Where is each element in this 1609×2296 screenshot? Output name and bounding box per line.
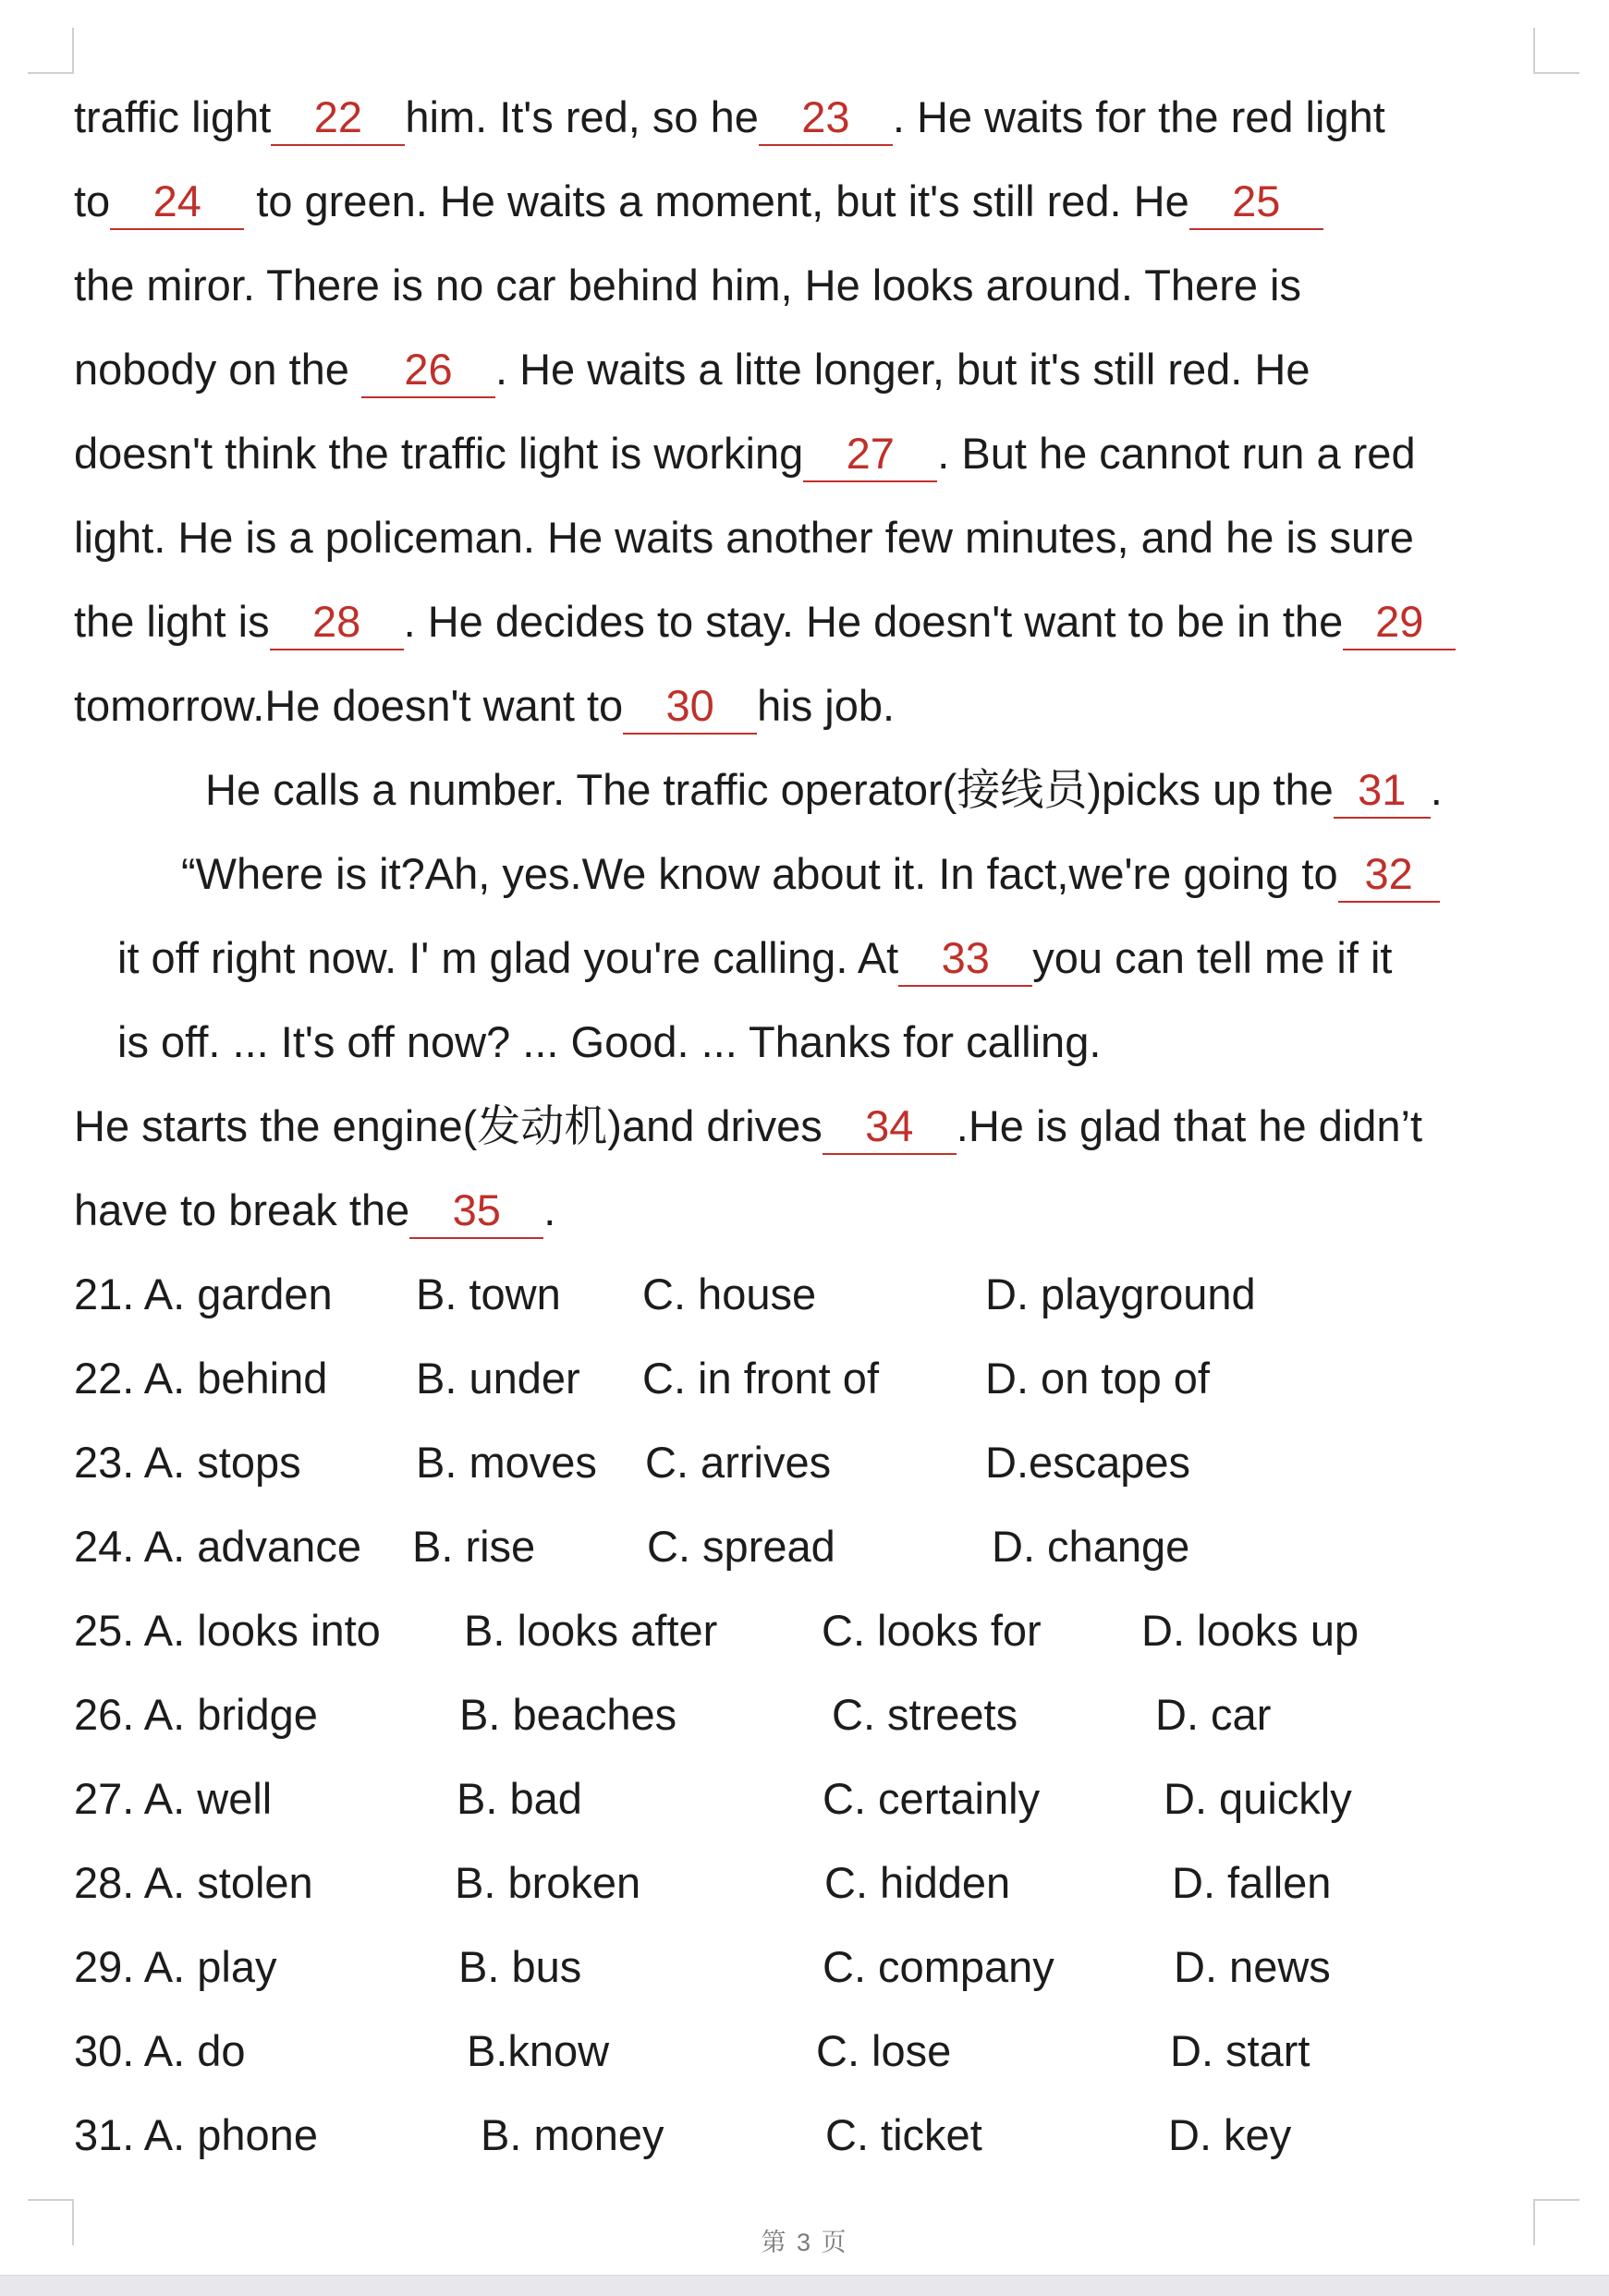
question-30-d: D. start	[1170, 2026, 1310, 2075]
question-31-b: B. money	[481, 2110, 664, 2159]
passage-line: He starts the engine(发动机)and drives 34 .He is glad that he didn’t	[74, 1104, 1422, 1148]
passage-line: light. He is a policeman. He waits another few minutes, and he is sure	[74, 513, 1414, 562]
passage-line: the light is 28 . He decides to stay. He doesn't want to be in the 29	[74, 600, 1456, 643]
question-21-b: B. town	[416, 1269, 561, 1318]
question-25-d: D. looks up	[1141, 1606, 1359, 1655]
question-21-a: 21. A. garden	[74, 1269, 333, 1318]
question-27-a: 27. A. well	[74, 1774, 273, 1823]
question-23-b: B. moves	[416, 1438, 597, 1487]
question-25-c: C. looks for	[822, 1606, 1042, 1655]
question-21-c: C. house	[642, 1269, 817, 1318]
answer-blank-26: 26	[361, 347, 495, 398]
passage-line: “Where is it?Ah, yes.We know about it. In fact,we're going to 32	[181, 852, 1440, 895]
question-27-c: C. certainly	[823, 1774, 1041, 1823]
page-number: 第 3 页	[761, 2229, 848, 2256]
answer-blank-34: 34	[823, 1104, 957, 1155]
passage-line: have to break the 35 .	[74, 1188, 555, 1232]
question-27-b: B. bad	[457, 1774, 582, 1823]
question-28-d: D. fallen	[1172, 1858, 1332, 1907]
crop-mark-top-right	[1533, 28, 1579, 74]
question-21-d: D. playground	[985, 1269, 1256, 1318]
crop-mark-top-left	[28, 28, 74, 74]
question-22-a: 22. A. behind	[74, 1354, 328, 1403]
question-29-a: 29. A. play	[74, 1942, 277, 1991]
viewer-bottom-bar	[0, 2275, 1609, 2296]
passage-line: it off right now. I' m glad you're calling. At 33 you can tell me if it	[117, 936, 1392, 979]
question-31-a: 31. A. phone	[74, 2110, 318, 2159]
question-29-c: C. company	[823, 1942, 1054, 1991]
question-22-d: D. on top of	[985, 1354, 1210, 1403]
answer-blank-25: 25	[1189, 179, 1323, 230]
question-29-d: D. news	[1174, 1942, 1331, 1991]
answer-blank-32: 32	[1338, 852, 1440, 903]
question-24-d: D. change	[992, 1522, 1190, 1571]
passage-line: is off. ... It's off now? ... Good. ... Thanks for calling.	[117, 1017, 1102, 1066]
question-23-c: C. arrives	[645, 1438, 832, 1487]
passage-line: doesn't think the traffic light is working 27 . But he cannot run a red	[74, 431, 1416, 475]
question-25-a: 25. A. looks into	[74, 1606, 381, 1655]
answer-blank-24: 24	[110, 179, 244, 230]
question-31-c: C. ticket	[825, 2110, 982, 2159]
question-29-b: B. bus	[458, 1942, 582, 1991]
question-25-b: B. looks after	[464, 1606, 718, 1655]
question-28-c: C. hidden	[824, 1858, 1011, 1907]
answer-blank-35: 35	[409, 1188, 543, 1239]
answer-blank-33: 33	[898, 936, 1032, 987]
answer-blank-31: 31	[1334, 768, 1431, 819]
question-26-c: C. streets	[832, 1690, 1018, 1739]
question-26-a: 26. A. bridge	[74, 1690, 318, 1739]
passage-line: traffic light 22 him. It's red, so he 23 . He waits for the red light	[74, 95, 1385, 139]
answer-blank-29: 29	[1343, 600, 1456, 650]
question-30-c: C. lose	[816, 2026, 952, 2075]
question-24-c: C. spread	[647, 1522, 835, 1571]
question-24-a: 24. A. advance	[74, 1522, 361, 1571]
question-28-a: 28. A. stolen	[74, 1858, 313, 1907]
question-22-c: C. in front of	[642, 1354, 879, 1403]
passage-line: to 24 to green. He waits a moment, but it's still red. He 25	[74, 179, 1323, 223]
passage-line: tomorrow.He doesn't want to 30 his job.	[74, 684, 895, 727]
question-27-d: D. quickly	[1164, 1774, 1352, 1823]
question-23-a: 23. A. stops	[74, 1438, 301, 1487]
question-30-a: 30. A. do	[74, 2026, 246, 2075]
question-24-b: B. rise	[412, 1522, 536, 1571]
question-23-d: D.escapes	[985, 1438, 1191, 1487]
passage-line: He calls a number. The traffic operator(接线员)picks up the 31 .	[205, 768, 1443, 811]
question-28-b: B. broken	[455, 1858, 641, 1907]
question-26-d: D. car	[1155, 1690, 1272, 1739]
answer-blank-23: 23	[759, 95, 893, 146]
answer-blank-28: 28	[270, 600, 404, 650]
question-26-b: B. beaches	[459, 1690, 677, 1739]
answer-blank-22: 22	[271, 95, 405, 146]
answer-blank-30: 30	[623, 684, 757, 735]
question-31-d: D. key	[1168, 2110, 1292, 2159]
answer-blank-27: 27	[803, 431, 937, 482]
question-22-b: B. under	[416, 1354, 580, 1403]
passage-line: the miror. There is no car behind him, He looks around. There is	[74, 261, 1301, 310]
passage-line: nobody on the 26 . He waits a litte longer, but it's still red. He	[74, 347, 1310, 391]
question-30-b: B.know	[467, 2026, 610, 2075]
